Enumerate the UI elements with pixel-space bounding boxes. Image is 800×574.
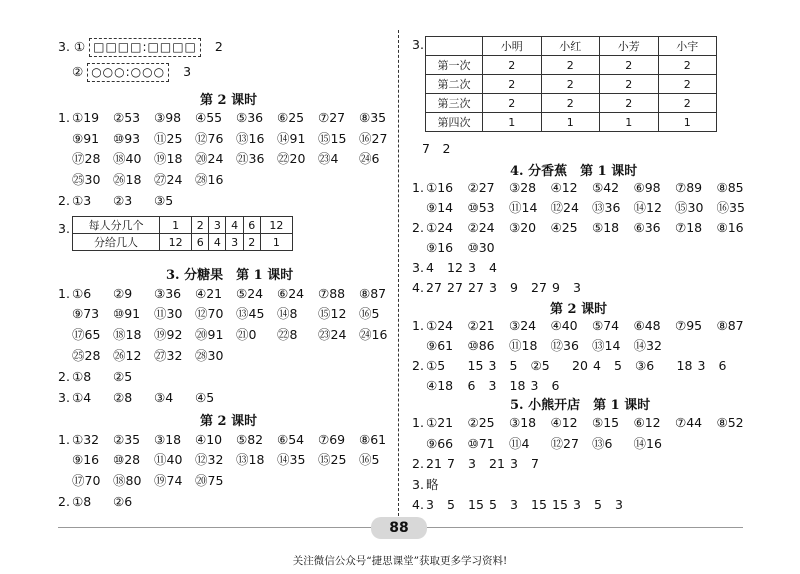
table-cell <box>426 37 483 56</box>
answer-item: 5 <box>614 358 622 373</box>
answer-item: ⑪25 <box>154 131 183 146</box>
table-cell: 小红 <box>541 37 600 56</box>
answer-item: 21 <box>426 456 442 471</box>
answer-item: ⑫32 <box>195 452 224 467</box>
answer-item: ⑰65 <box>72 327 101 342</box>
answer-item: ⑦88 <box>318 286 346 301</box>
table-cell: 2 <box>541 94 600 113</box>
question-number: 3. <box>58 390 70 405</box>
answer-item: ③18 <box>154 432 182 447</box>
answer-item: ㉒20 <box>277 151 306 166</box>
question-number: 2. <box>412 456 424 471</box>
answer-item: ③24 <box>509 318 537 333</box>
answer-item: 3 <box>489 280 497 295</box>
answer-item: ⑱40 <box>113 151 142 166</box>
answer-item: ⑱18 <box>113 327 142 342</box>
answer-item: ③36 <box>154 286 182 301</box>
answer-item: ⑮15 <box>318 131 347 146</box>
table-cell: 1 <box>260 234 292 251</box>
answer-item: ㉑0 <box>236 327 257 342</box>
answer-item: 9 <box>510 280 518 295</box>
answer-item: 6 <box>551 378 560 393</box>
answer-item: ⑱80 <box>113 473 142 488</box>
table-cell: 小芳 <box>600 37 659 56</box>
answer-item: ⑯5 <box>359 452 380 467</box>
table-cell: 1 <box>483 113 542 132</box>
answer-item: ④55 <box>195 110 223 125</box>
answer-item: ⑬18 <box>236 452 265 467</box>
table-cell: 2 <box>600 94 659 113</box>
answer-item: 7 <box>447 456 455 471</box>
answer-item: ⑬45 <box>236 306 265 321</box>
answer-item: ⑲92 <box>154 327 183 342</box>
answer-item: ①24 <box>426 220 454 235</box>
answer-item: 15 <box>531 497 547 512</box>
answer-row <box>412 220 758 235</box>
question-number: 4. <box>412 280 424 295</box>
answer-row <box>58 131 400 146</box>
answer-item: 3 <box>510 456 518 471</box>
answer-row <box>58 110 400 125</box>
answer-item: ⑨66 <box>426 436 454 451</box>
question-number: 1. <box>412 318 424 333</box>
answer-item: ②24 <box>467 220 495 235</box>
answer-item: ⑯35 <box>716 200 745 215</box>
section-title: 3. 分糖果 第 1 课时 <box>166 268 294 283</box>
table-cell: 6 <box>192 234 209 251</box>
table-cell: 12 <box>160 234 192 251</box>
table-cell: 1 <box>541 113 600 132</box>
answer-item: ⑳91 <box>195 327 224 342</box>
answer-item: ㉓24 <box>318 327 347 342</box>
answer-item: ⑬6 <box>592 436 613 451</box>
division-table <box>72 216 293 251</box>
candy-table <box>425 36 717 132</box>
answer-item: ⑬36 <box>592 200 621 215</box>
answer-item: 27 <box>531 280 547 295</box>
answer-item: ⑰28 <box>72 151 101 166</box>
answer-item: ③5 <box>154 193 174 208</box>
answer-row <box>58 327 400 342</box>
answer-item: ⑳24 <box>195 151 224 166</box>
answer-item: ⑮30 <box>675 200 704 215</box>
answer-item: 27 <box>468 280 484 295</box>
answer-row <box>58 369 154 384</box>
answer-item: ①19 <box>72 110 100 125</box>
answer-item: ⑩30 <box>467 240 495 255</box>
answer-item: ⑧87 <box>359 286 387 301</box>
answer-item: ㉗24 <box>154 172 183 187</box>
answer-item: ⑯27 <box>359 131 388 146</box>
answer-item: 5 <box>489 497 497 512</box>
table-cell: 第一次 <box>426 56 483 75</box>
answer-item: ②6 <box>113 494 133 509</box>
table-cell: 2 <box>541 75 600 94</box>
answer-row <box>412 497 636 512</box>
answer-row <box>412 477 447 492</box>
answer-item: 20 <box>572 358 588 373</box>
q3-label: 3. <box>58 221 70 236</box>
answer-item: ⑩53 <box>467 200 495 215</box>
answer-item: 6 <box>467 378 476 393</box>
question-number: 2. <box>58 369 70 384</box>
answer-item: ⑨14 <box>426 200 454 215</box>
answer-row <box>58 473 236 488</box>
footer-note: 关注微信公众号“捷思课堂”获取更多学习资料! <box>292 555 508 567</box>
answer-item: 4 <box>426 260 434 275</box>
footer-rule-left <box>58 527 371 528</box>
answer-item: ⑩86 <box>467 338 495 353</box>
answer-row <box>58 390 236 405</box>
question-number: 1. <box>412 415 424 430</box>
answer-item: 27 <box>447 280 463 295</box>
answer-item: ⑩71 <box>467 436 495 451</box>
question-number: 2. <box>58 193 70 208</box>
answer-item: ⑮12 <box>318 306 347 321</box>
question-number: 4. <box>412 497 424 512</box>
answer-item: 4 <box>489 260 497 275</box>
question-number: 2. <box>412 358 424 373</box>
answer-item: ①8 <box>72 494 92 509</box>
answer-item: 3 <box>426 497 434 512</box>
question-number: 1. <box>58 110 70 125</box>
answer-item: 3 <box>697 358 706 373</box>
answer-item: ⑥36 <box>633 220 661 235</box>
square-group: □□□□:□□□□ <box>89 38 201 57</box>
answer-item: ⑦18 <box>675 220 703 235</box>
answer-item: ⑤74 <box>592 318 620 333</box>
answer-row <box>58 172 236 187</box>
answer-item: ⑩93 <box>113 131 141 146</box>
answer-item: 9 <box>552 280 560 295</box>
answer-item: ③4 <box>154 390 174 405</box>
answer-item: ⑦89 <box>675 180 703 195</box>
q3-line1: 3. ① □□□□:□□□□ 2 <box>58 38 223 57</box>
answer-item: ⑤18 <box>592 220 620 235</box>
question-number: 2. <box>412 220 424 235</box>
answer-item: ⑧16 <box>716 220 744 235</box>
answer-row <box>58 193 195 208</box>
answer-item: ㉘30 <box>195 348 224 363</box>
table-cell: 2 <box>658 75 717 94</box>
answer-item: ④5 <box>195 390 215 405</box>
answer-item: ⑲18 <box>154 151 183 166</box>
answer-row <box>412 456 552 471</box>
answer-item: ⑦95 <box>675 318 703 333</box>
table-row <box>426 113 717 132</box>
answer-item: ㉗32 <box>154 348 183 363</box>
question-number: 3. <box>412 260 424 275</box>
answer-item: ①4 <box>72 390 92 405</box>
answer-item: ⑫76 <box>195 131 224 146</box>
answer-item: ⑫24 <box>550 200 579 215</box>
answer-item: ⑦69 <box>318 432 346 447</box>
answer-item: ④25 <box>550 220 578 235</box>
answer-item: ⑧52 <box>716 415 744 430</box>
answer-item: ②5 <box>113 369 133 384</box>
answer-item: ⑦44 <box>675 415 703 430</box>
table-cell: 1 <box>160 217 192 234</box>
page-number: 88 <box>371 517 427 539</box>
answer-item: ②27 <box>467 180 495 195</box>
table-row-header: 每人分几个 <box>73 217 160 234</box>
table-cell: 2 <box>658 56 717 75</box>
answer-item: ④21 <box>195 286 223 301</box>
answer-item: 15 <box>552 497 568 512</box>
section-title: 第 2 课时 <box>200 93 258 108</box>
answer-item: ①6 <box>72 286 92 301</box>
answer-item: ⑲74 <box>154 473 183 488</box>
answer-item: 3 <box>488 378 497 393</box>
section-title: 4. 分香蕉 第 1 课时 <box>510 164 638 179</box>
answer-item: ㉕28 <box>72 348 101 363</box>
answer-item: ㉕30 <box>72 172 101 187</box>
answer-item: ⑬14 <box>592 338 621 353</box>
answer-item: 5 <box>447 497 455 512</box>
answer-item: ①8 <box>72 369 92 384</box>
answer-item: 4 <box>593 358 601 373</box>
answer-item: ④18 <box>426 378 454 393</box>
answer-item: ⑥25 <box>277 110 305 125</box>
answer-item: 3 <box>488 358 497 373</box>
table-cell: 2 <box>658 94 717 113</box>
answer-row <box>412 338 675 353</box>
table-cell: 12 <box>260 217 292 234</box>
answer-item: 18 <box>676 358 693 373</box>
answer-item: ⑪18 <box>509 338 538 353</box>
answer-item: 12 <box>447 260 463 275</box>
answer-item: ②5 <box>530 358 550 373</box>
question-number: 1. <box>58 286 70 301</box>
answer-item: ⑩28 <box>113 452 141 467</box>
answer-item: ㉑36 <box>236 151 265 166</box>
question-number: 1. <box>412 180 424 195</box>
answer-row <box>412 240 509 255</box>
answer-item: ⑭35 <box>277 452 306 467</box>
answer-row <box>412 180 758 195</box>
answer-item: ②53 <box>113 110 141 125</box>
answer-item: 3 <box>468 456 476 471</box>
table-cell: 第二次 <box>426 75 483 94</box>
table-row-header: 分给几人 <box>73 234 160 251</box>
answer-item: ①3 <box>72 193 92 208</box>
answer-item: ㉔16 <box>359 327 388 342</box>
answer-item: ①32 <box>72 432 100 447</box>
table-cell: 2 <box>483 94 542 113</box>
answer-item: ㉔6 <box>359 151 380 166</box>
answer-item: ③6 <box>635 358 655 373</box>
answer-item: ㉒8 <box>277 327 298 342</box>
answer-item: ①5 <box>426 358 446 373</box>
answer-item: ⑥24 <box>277 286 305 301</box>
question-number: 2. <box>58 494 70 509</box>
answer-item: ②25 <box>467 415 495 430</box>
answer-item: ㉓4 <box>318 151 339 166</box>
footer-rule-right <box>427 527 743 528</box>
answer-item: ⑤42 <box>592 180 620 195</box>
answer-item: ④12 <box>550 415 578 430</box>
answer-row <box>58 306 400 321</box>
answer-row <box>412 358 740 373</box>
question-number: 1. <box>58 432 70 447</box>
answer-item: ②9 <box>113 286 133 301</box>
table-row <box>426 56 717 75</box>
answer-item: 18 <box>509 378 526 393</box>
section-title: 第 2 课时 <box>550 302 608 317</box>
circle-group: ○○○:○○○ <box>87 63 169 82</box>
answer-item: ⑩91 <box>113 306 141 321</box>
answer-item: ⑫36 <box>550 338 579 353</box>
answer-item: ④12 <box>550 180 578 195</box>
table-cell: 6 <box>243 217 260 234</box>
answer-item: ②3 <box>113 193 133 208</box>
table-cell: 小明 <box>483 37 542 56</box>
answer-item: ⑰70 <box>72 473 101 488</box>
answer-item: ⑮25 <box>318 452 347 467</box>
answer-item: ⑨73 <box>72 306 100 321</box>
answer-item: ①24 <box>426 318 454 333</box>
answer-item: ①21 <box>426 415 454 430</box>
answer-row <box>412 318 758 333</box>
answer-row <box>412 436 675 451</box>
table-cell: 1 <box>600 113 659 132</box>
answer-item: 6 <box>718 358 727 373</box>
answer-item: ⑥54 <box>277 432 305 447</box>
answer-item: ⑭32 <box>633 338 662 353</box>
table-header-row <box>426 37 717 56</box>
answer-item: ②8 <box>113 390 133 405</box>
table-row <box>426 75 717 94</box>
table-cell: 2 <box>483 56 542 75</box>
answer-item: ㉖12 <box>113 348 142 363</box>
answer-item: 27 <box>426 280 442 295</box>
answer-item: ④10 <box>195 432 223 447</box>
answer-item: ⑫70 <box>195 306 224 321</box>
answer-item: 3 <box>573 280 581 295</box>
table-cell: 2 <box>483 75 542 94</box>
answer-item: ⑭91 <box>277 131 306 146</box>
answer-item: 3 <box>530 378 539 393</box>
answer-row <box>412 260 510 275</box>
answer-item: ⑧85 <box>716 180 744 195</box>
section-title: 5. 小熊开店 第 1 课时 <box>510 398 651 413</box>
answer-item: ⑨91 <box>72 131 100 146</box>
answer-item: 5 <box>509 358 518 373</box>
table-cell: 1 <box>658 113 717 132</box>
answer-item: 5 <box>594 497 602 512</box>
answer-item: ⑧35 <box>359 110 387 125</box>
answer-item: 7 <box>531 456 539 471</box>
answer-item: ⑪40 <box>154 452 183 467</box>
answer-item: ⑨16 <box>72 452 100 467</box>
answer-item: ⑧61 <box>359 432 387 447</box>
table-row <box>426 94 717 113</box>
q3-label: 3. <box>412 37 424 52</box>
answer-row <box>412 378 573 393</box>
table-cell: 3 <box>226 234 243 251</box>
table-cell: 第三次 <box>426 94 483 113</box>
answer-item: ⑪4 <box>509 436 530 451</box>
table-cell: 4 <box>209 234 226 251</box>
answer-item: ②21 <box>467 318 495 333</box>
answer-item: ⑨61 <box>426 338 454 353</box>
answer-row <box>58 286 400 301</box>
answer-item: ③18 <box>509 415 537 430</box>
answer-row <box>412 200 758 215</box>
answer-item: ③98 <box>154 110 182 125</box>
answer-item: ㉘16 <box>195 172 224 187</box>
section-title: 第 2 课时 <box>200 414 258 429</box>
answer-row <box>58 432 400 447</box>
answer-item: ⑭16 <box>633 436 662 451</box>
answer-item: 3 <box>468 260 476 275</box>
table-cell: 4 <box>226 217 243 234</box>
answer-item: ⑤82 <box>236 432 264 447</box>
answer-item: ②35 <box>113 432 141 447</box>
table-cell: 2 <box>192 217 209 234</box>
answer-row <box>58 348 236 363</box>
q3-line2: ② ○○○:○○○ 3 <box>72 63 191 82</box>
table-cell: 第四次 <box>426 113 483 132</box>
answer-row <box>58 151 400 166</box>
answer-item: ⑥12 <box>633 415 661 430</box>
answer-item: ⑫27 <box>550 436 579 451</box>
table-cell: 2 <box>600 56 659 75</box>
answer-line: 7 2 <box>422 141 451 156</box>
table-cell: 小宇 <box>658 37 717 56</box>
answer-item: ⑤15 <box>592 415 620 430</box>
answer-item: 3 <box>510 497 518 512</box>
answer-item: ③20 <box>509 220 537 235</box>
answer-item: ⑬16 <box>236 131 265 146</box>
answer-item: 略 <box>426 477 439 492</box>
answer-item: ⑥98 <box>633 180 661 195</box>
answer-item: 15 <box>467 358 484 373</box>
answer-item: ⑪30 <box>154 306 183 321</box>
answer-item: ㉖18 <box>113 172 142 187</box>
answer-item: ④40 <box>550 318 578 333</box>
answer-item: ⑥48 <box>633 318 661 333</box>
answer-item: ⑨16 <box>426 240 454 255</box>
answer-item: ⑭8 <box>277 306 298 321</box>
answer-item: ⑪14 <box>509 200 538 215</box>
answer-item: ⑤36 <box>236 110 264 125</box>
answer-item: ⑯5 <box>359 306 380 321</box>
answer-item: 3 <box>573 497 581 512</box>
answer-item: ⑭12 <box>633 200 662 215</box>
table-cell: 2 <box>600 75 659 94</box>
answer-row <box>412 280 594 295</box>
answer-item: ③28 <box>509 180 537 195</box>
table-cell: 2 <box>541 56 600 75</box>
answer-item: ⑧87 <box>716 318 744 333</box>
answer-item: 21 <box>489 456 505 471</box>
answer-item: ①16 <box>426 180 454 195</box>
question-number: 3. <box>412 477 424 492</box>
table-cell: 3 <box>209 217 226 234</box>
table-cell: 2 <box>243 234 260 251</box>
answer-item: 15 <box>468 497 484 512</box>
answer-item: 3 <box>615 497 623 512</box>
answer-row <box>58 452 400 467</box>
answer-row <box>412 415 758 430</box>
answer-item: ⑳75 <box>195 473 224 488</box>
answer-row <box>58 494 154 509</box>
answer-item: ⑤24 <box>236 286 264 301</box>
answer-item: ⑦27 <box>318 110 346 125</box>
